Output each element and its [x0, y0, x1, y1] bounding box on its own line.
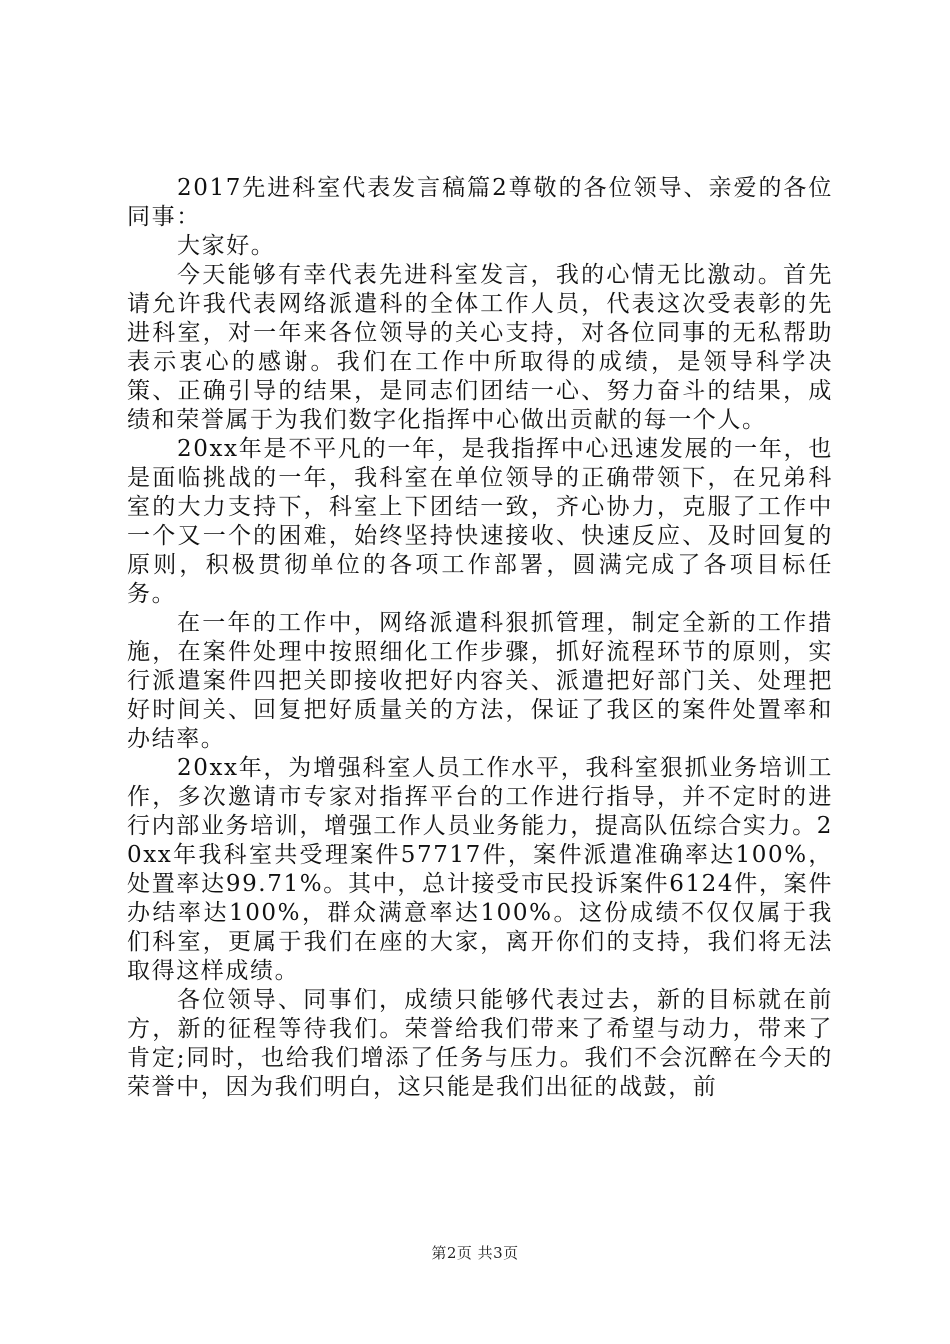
page-footer: 第2页 共3页: [431, 1244, 519, 1262]
paragraph: 在一年的工作中，网络派遣科狠抓管理，制定全新的工作措施，在案件处理中按照细化工作步骤，抓好流程环节的原则，实行派遣案件四把关即接收把好内容关、派遣把好部门关、处理把好时间关、回复把好质量关的方法，保证了我区的案件处置率和办结率。: [127, 610, 833, 752]
paragraph: 今天能够有幸代表先进科室发言，我的心情无比激动。首先请允许我代表网络派遣科的全体工作人员，代表这次受表彰的先进科室，对一年来各位领导的关心支持，对各位同事的无私帮助表示衷心的感谢。我们在工作中所取得的成绩，是领导科学决策、正确引导的结果，是同志们团结一心、努力奋斗的结果，成绩和荣誉属于为我们数字化指挥中心做出贡献的每一个人。: [127, 262, 833, 433]
paragraph-greeting: 大家好。: [177, 233, 276, 259]
paragraph: 各位领导、同事们，成绩只能够代表过去，新的目标就在前方，新的征程等待我们。荣誉给我们带来了希望与动力，带来了肯定;同时，也给我们增添了任务与压力。我们不会沉醉在今天的荣誉中，因为我们明白，这只能是我们出征的战鼓，前: [127, 987, 833, 1100]
paragraph: 20xx年，为增强科室人员工作水平，我科室狠抓业务培训工作，多次邀请市专家对指挥平台的工作进行指导，并不定时的进行内部业务培训，增强工作人员业务能力，提高队伍综合实力。20xx年我科室共受理案件57717件，案件派遣准确率达100%，处置率达99.71%。其中，总计接受市民投诉案件6124件，案件办结率达100%，群众满意率达100%。这份成绩不仅仅属于我们科室，更属于我们在座的大家，离开你们的支持，我们将无法取得这样成绩。: [127, 755, 833, 984]
document-body: [127, 174, 833, 1102]
paragraph-heading: 2017先进科室代表发言稿篇2尊敬的各位领导、亲爱的各位同事：: [127, 175, 833, 230]
paragraph: 20xx年是不平凡的一年，是我指挥中心迅速发展的一年，也是面临挑战的一年，我科室在单位领导的正确带领下，在兄弟科室的大力支持下，科室上下团结一致，齐心协力，克服了工作中一个又一个的困难，始终坚持快速接收、快速反应、及时回复的原则，积极贯彻单位的各项工作部署，圆满完成了各项目标任务。: [127, 436, 833, 607]
